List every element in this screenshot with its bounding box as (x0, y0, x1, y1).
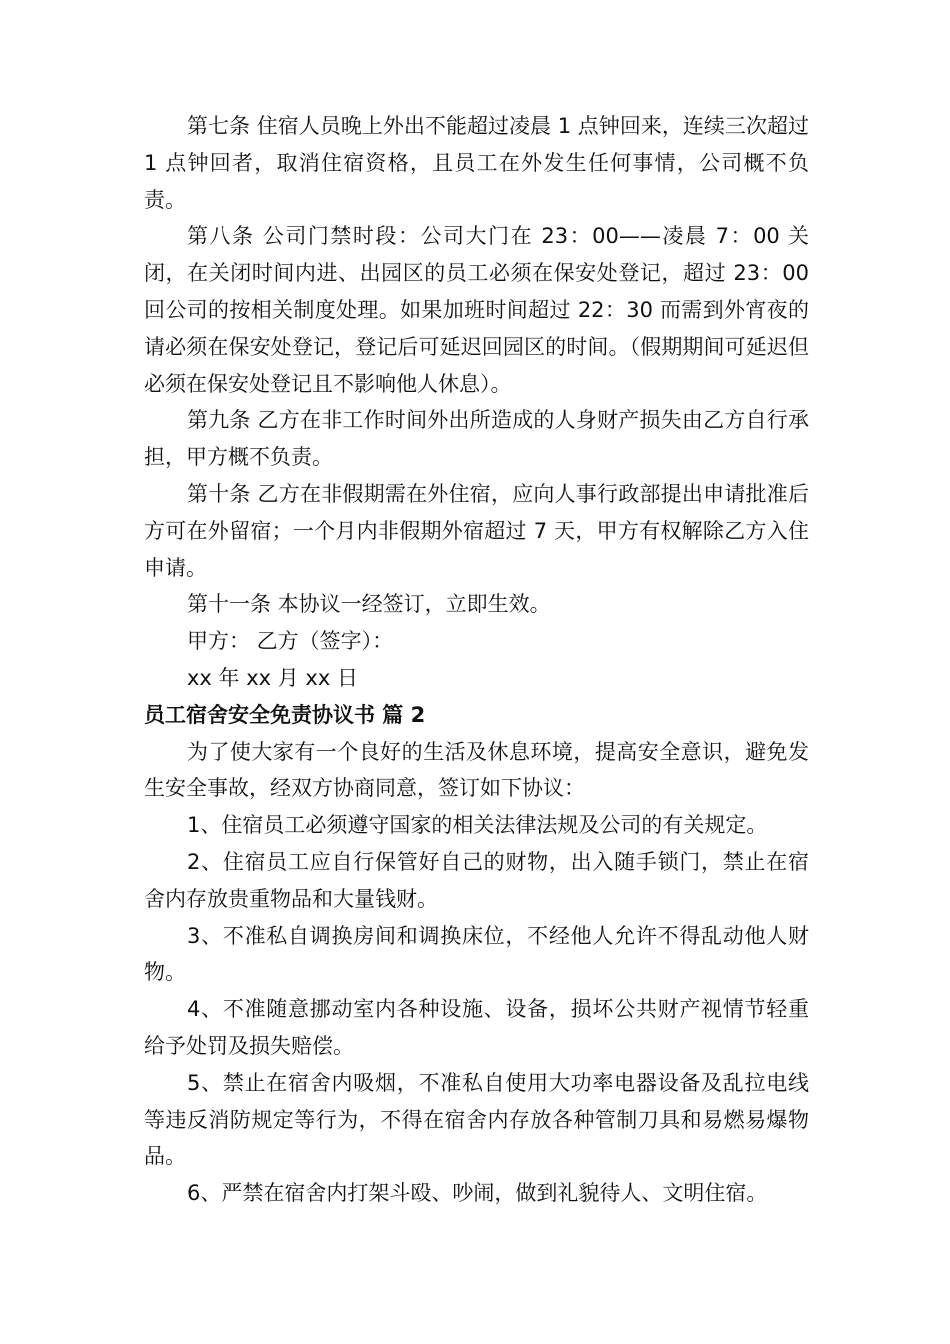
clause-10: 第十条 乙方在非假期需在外住宿，应向人事行政部提出申请批准后方可在外留宿；一个月内非假期外宿超过 7 天，甲方有权解除乙方入住申请。 (144, 481, 809, 580)
rule-6: 6、严禁在宿舍内打架斗殴、吵闹，做到礼貌待人、文明住宿。 (187, 1181, 768, 1206)
signature-line: 甲方： 乙方（签字）： (187, 629, 394, 654)
clause-7: 第七条 住宿人员晚上外出不能超过凌晨 1 点钟回来，连续三次超过 1 点钟回者，取消住宿资格，且员工在外发生任何事情，公司概不负责。 (144, 114, 809, 212)
document-page (144, 108, 809, 1212)
rule-2: 2、住宿员工应自行保管好自己的财物，出入随手锁门，禁止在宿舍内存放贵重物品和大量钱财。 (144, 849, 809, 911)
intro-paragraph: 为了使大家有一个良好的生活及休息环境，提高安全意识，避免发生安全事故，经双方协商同意，签订如下协议： (144, 739, 809, 801)
date-line: xx 年 xx 月 xx 日 (187, 665, 358, 690)
rule-1: 1、住宿员工必须遵守国家的相关法律法规及公司的有关规定。 (187, 813, 768, 838)
section-heading: 员工宿舍安全免责协议书 篇 2 (144, 702, 426, 727)
rule-5: 5、禁止在宿舍内吸烟，不准私自使用大功率电器设备及乱拉电线等违反消防规定等行为，不得在宿舍内存放各种管制刀具和易燃易爆物品。 (144, 1070, 809, 1169)
clause-9: 第九条 乙方在非工作时间外出所造成的人身财产损失由乙方自行承担，甲方概不负责。 (144, 408, 809, 470)
rule-4: 4、不准随意挪动室内各种设施、设备，损坏公共财产视情节轻重给予处罚及损失赔偿。 (144, 997, 809, 1058)
clause-11: 第十一条 本协议一经签订，立即生效。 (187, 592, 551, 617)
rule-3: 3、不准私自调换房间和调换床位，不经他人允许不得乱动他人财物。 (144, 923, 809, 985)
clause-8: 第八条 公司门禁时段：公司大门在 23：00——凌晨 7：00 关闭，在关闭时间内进、出园区的员工必须在保安处登记，超过 23：00 回公司的按相关制度处理。如果加班时间超过 22：30 而需到外宵夜的请必须在保安处登记，登记后可延迟回园区的时间。（假期期间可延迟但必须在保安处登记且不影响他人休息）。 (144, 224, 809, 396)
